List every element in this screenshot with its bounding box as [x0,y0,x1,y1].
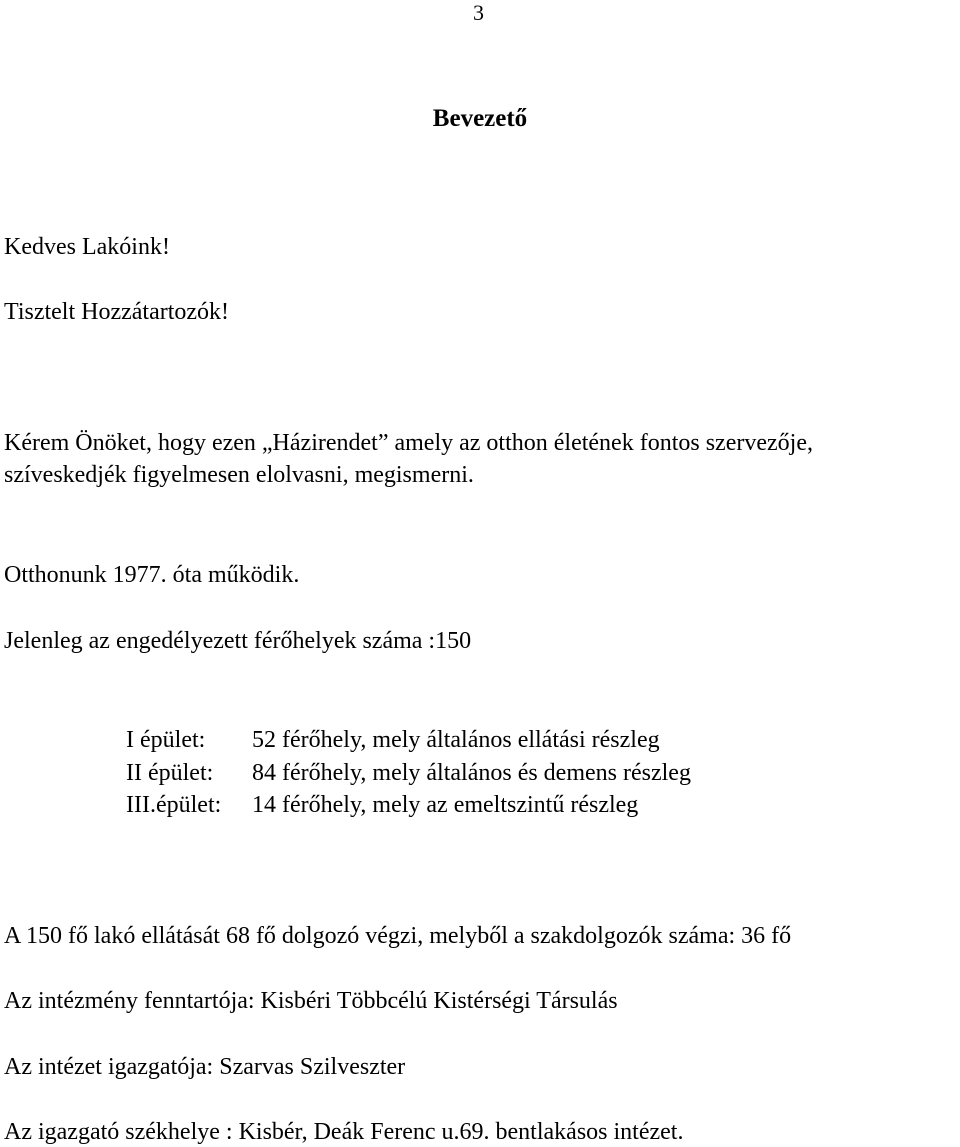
page-number: 3 [473,0,484,25]
greeting-relatives: Tisztelt Hozzátartozók! [4,299,230,325]
building-description: 14 férőhely, mely az emeltszintű részleg [252,792,639,818]
greeting-residents: Kedves Lakóink! [4,234,170,260]
director-fact: Az intézet igazgatója: Szarvas Szilveszter [4,1054,406,1080]
operating-since: Otthonunk 1977. óta működik. [4,562,300,588]
building-name: III.épület: [126,792,222,818]
building-description: 52 férőhely, mely általános ellátási részleg [252,727,660,753]
intro-line-2: szíveskedjék figyelmesen elolvasni, megismerni. [4,462,474,488]
page-title: Bevezető [432,105,528,132]
building-row [126,726,660,755]
headquarters-fact: Az igazgató székhelye : Kisbér, Deák Ferenc u.69. bentlakásos intézet. [4,1119,684,1145]
building-name: II épület: [126,760,214,786]
staff-fact: A 150 fő lakó ellátását 68 fő dolgozó végzi, melyből a szakdolgozók száma: 36 fő [4,923,792,949]
building-description: 84 férőhely, mely általános és demens részleg [252,760,691,786]
building-name: I épület: [126,727,206,753]
building-row [126,759,691,788]
intro-line-1: Kérem Önöket, hogy ezen „Házirendet” amely az otthon életének fontos szervezője, [4,430,813,456]
operator-fact: Az intézmény fenntartója: Kisbéri Többcélú Kistérségi Társulás [4,988,618,1014]
building-row [126,791,638,820]
capacity-line: Jelenleg az engedélyezett férőhelyek száma :150 [4,628,472,654]
